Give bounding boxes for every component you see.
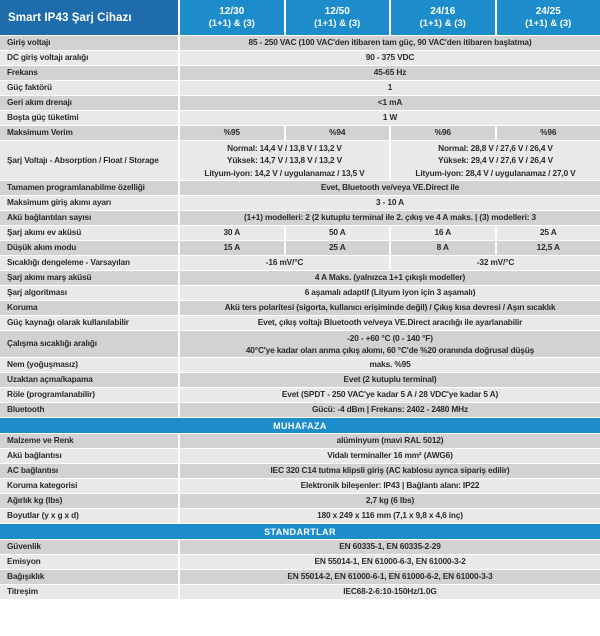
spec-label: Akü bağlantısı — [0, 449, 178, 463]
row-emisyon — [0, 555, 600, 570]
spec-label: Şarj Voltajı - Absorption / Float / Storage — [0, 141, 178, 180]
spec-value: Akü ters polaritesi (sigorta, kullanıcı erişiminde değil) / Çıkış kısa devresi / Aşırı sıcaklık — [180, 301, 600, 315]
spec-label: Frekans — [0, 66, 178, 80]
spec-value: %96 — [391, 126, 495, 140]
row-bluetooth — [0, 403, 600, 418]
row-giris-voltaji — [0, 36, 600, 51]
spec-label: Düşük akım modu — [0, 241, 178, 255]
spec-label: Röle (programlanabilir) — [0, 388, 178, 402]
spec-value: 85 - 250 VAC (100 VAC'den itibaren tam güç, 90 VAC'den itibaren başlatma) — [180, 36, 600, 50]
spec-label: Güç faktörü — [0, 81, 178, 95]
spec-value: 6 aşamalı adaptif (Lityum iyon için 3 aşamalı) — [180, 286, 600, 300]
row-dusuk-akim-modu — [0, 241, 600, 256]
spec-label: Koruma — [0, 301, 178, 315]
spec-label: Akü bağlantıları sayısı — [0, 211, 178, 225]
spec-value: 15 A — [180, 241, 284, 255]
spec-label: Tamamen programlanabilme özelliği — [0, 181, 178, 195]
spec-value: 3 - 10 A — [180, 196, 600, 210]
spec-value: 4 A Maks. (yalnızca 1+1 çıkışlı modeller) — [180, 271, 600, 285]
spec-value: EN 60335-1, EN 60335-2-29 — [180, 540, 600, 554]
row-bagisiklik — [0, 570, 600, 585]
row-nem — [0, 358, 600, 373]
spec-value: 2,7 kg (6 lbs) — [180, 494, 600, 508]
spec-label: Giriş voltajı — [0, 36, 178, 50]
row-maks-giris-akimi — [0, 196, 600, 211]
row-frekans — [0, 66, 600, 81]
page-title: Smart IP43 Şarj Cihazı — [0, 0, 178, 35]
spec-label: DC giriş voltajı aralığı — [0, 51, 178, 65]
spec-value: 50 A — [286, 226, 390, 240]
row-malzeme-renk — [0, 434, 600, 449]
spec-value: 25 A — [286, 241, 390, 255]
row-guc-faktoru — [0, 81, 600, 96]
spec-label: Çalışma sıcaklığı aralığı — [0, 331, 178, 357]
spec-value: maks. %95 — [180, 358, 600, 372]
spec-value: 1 — [180, 81, 600, 95]
spec-value: %94 — [286, 126, 390, 140]
spec-value: 90 - 375 VDC — [180, 51, 600, 65]
column-variant: (1+1) & (3) — [419, 17, 466, 29]
spec-value: Elektronik bileşenler: IP43 | Bağlantı alanı: IP22 — [180, 479, 600, 493]
spec-label: Maksimum Verim — [0, 126, 178, 140]
row-guc-kaynagi — [0, 316, 600, 331]
row-dc-giris-voltaji — [0, 51, 600, 66]
table-header — [0, 0, 600, 36]
spec-value: 12,5 A — [497, 241, 600, 255]
row-aku-baglanti-sayisi — [0, 211, 600, 226]
spec-value: 30 A — [180, 226, 284, 240]
spec-label: Ağırlık kg (lbs) — [0, 494, 178, 508]
spec-label: Geri akım drenajı — [0, 96, 178, 110]
spec-value: Evet, çıkış voltajı Bluetooth ve/veya VE.Direct aracılığı ile ayarlanabilir — [180, 316, 600, 330]
spec-label: Titreşim — [0, 585, 178, 599]
spec-label: Boyutlar (y x g x d) — [0, 509, 178, 523]
column-header-12-50 — [286, 0, 390, 35]
spec-label: Şarj algoritması — [0, 286, 178, 300]
row-agirlik — [0, 494, 600, 509]
row-maksimum-verim — [0, 126, 600, 141]
spec-value: Vidalı terminaller 16 mm² (AWG6) — [180, 449, 600, 463]
spec-value: %96 — [497, 126, 600, 140]
row-uzaktan-acma-kapama — [0, 373, 600, 388]
spec-value-24v: Normal: 28,8 V / 27,6 V / 26,4 V Yüksek: 29,4 V / 27,6 V / 26,4 V Lityum-iyon: 28,4 V / uygulanamaz / 27,0 V — [391, 141, 600, 180]
column-header-24-25 — [497, 0, 600, 35]
column-header-24-16 — [391, 0, 495, 35]
column-model: 12/30 — [219, 5, 245, 17]
row-bosta-guc-tuketimi — [0, 111, 600, 126]
spec-value: 45-65 Hz — [180, 66, 600, 80]
spec-value: Evet (2 kutuplu terminal) — [180, 373, 600, 387]
spec-value-12v: -16 mV/°C — [180, 256, 389, 270]
row-koruma-kategorisi — [0, 479, 600, 494]
spec-label: Şarj akımı marş aküsü — [0, 271, 178, 285]
spec-label: Maksimum giriş akımı ayarı — [0, 196, 178, 210]
spec-value: 25 A — [497, 226, 600, 240]
spec-label: Bağışıklık — [0, 570, 178, 584]
spec-label: Bluetooth — [0, 403, 178, 417]
spec-label: Şarj akımı ev aküsü — [0, 226, 178, 240]
row-sicaklik-dengeleme — [0, 256, 600, 271]
row-sarj-algoritmasi — [0, 286, 600, 301]
row-guvenlik — [0, 540, 600, 555]
spec-value: Evet, Bluetooth ve/veya VE.Direct ile — [180, 181, 600, 195]
column-header-12-30 — [180, 0, 284, 35]
row-calisma-sicakligi — [0, 331, 600, 358]
row-geri-akim-drenaji — [0, 96, 600, 111]
spec-label: Sıcaklığı dengeleme - Varsayılan — [0, 256, 178, 270]
row-role — [0, 388, 600, 403]
spec-value: 16 A — [391, 226, 495, 240]
section-header-muhafaza: MUHAFAZA — [0, 418, 600, 434]
column-model: 24/25 — [535, 5, 561, 17]
row-aku-baglantisi — [0, 449, 600, 464]
row-programlanabilme — [0, 181, 600, 196]
spec-label: Koruma kategorisi — [0, 479, 178, 493]
column-variant: (1+1) & (3) — [314, 17, 361, 29]
spec-label: Nem (yoğuşmasız) — [0, 358, 178, 372]
spec-value-12v: Normal: 14,4 V / 13,8 V / 13,2 V Yüksek: 14,7 V / 13,8 V / 13,2 V Lityum-iyon: 14,2 V / uygulanamaz / 13,5 V — [180, 141, 389, 180]
spec-value: %95 — [180, 126, 284, 140]
column-model: 24/16 — [430, 5, 456, 17]
spec-label: Güç kaynağı olarak kullanılabilir — [0, 316, 178, 330]
spec-value: <1 mA — [180, 96, 600, 110]
row-koruma — [0, 301, 600, 316]
spec-value: alüminyum (mavi RAL 5012) — [180, 434, 600, 448]
spec-value: Evet (SPDT - 250 VAC'ye kadar 5 A / 28 VDC'ye kadar 5 A) — [180, 388, 600, 402]
column-variant: (1+1) & (3) — [208, 17, 255, 29]
row-ac-baglantisi — [0, 464, 600, 479]
spec-label: Emisyon — [0, 555, 178, 569]
spec-value: (1+1) modelleri: 2 (2 kutuplu terminal ile 2. çıkış ve 4 A maks. | (3) modelleri: 3 — [180, 211, 600, 225]
spec-value: EN 55014-1, EN 61000-6-3, EN 61000-3-2 — [180, 555, 600, 569]
spec-value: 8 A — [391, 241, 495, 255]
spec-value: 1 W — [180, 111, 600, 125]
row-sarj-voltaji — [0, 141, 600, 181]
column-model: 12/50 — [324, 5, 350, 17]
spec-label: Uzaktan açma/kapama — [0, 373, 178, 387]
spec-value-24v: -32 mV/°C — [391, 256, 600, 270]
spec-value: Gücü: -4 dBm | Frekans: 2402 - 2480 MHz — [180, 403, 600, 417]
column-variant: (1+1) & (3) — [525, 17, 572, 29]
spec-label: AC bağlantısı — [0, 464, 178, 478]
spec-value: IEC 320 C14 tutma klipsli giriş (AC kablosu ayrıca sipariş edilir) — [180, 464, 600, 478]
spec-label: Güvenlik — [0, 540, 178, 554]
row-sarj-akimi-ev — [0, 226, 600, 241]
row-boyutlar — [0, 509, 600, 524]
row-sarj-akimi-mars — [0, 271, 600, 286]
spec-value: EN 55014-2, EN 61000-6-1, EN 61000-6-2, EN 61000-3-3 — [180, 570, 600, 584]
spec-value: -20 - +60 °C (0 - 140 °F) 40°C'ye kadar olan anma çıkış akımı, 60 °C'de %20 oranında doğrusal düşüş — [180, 331, 600, 357]
spec-label: Boşta güç tüketimi — [0, 111, 178, 125]
row-titresim — [0, 585, 600, 600]
spec-value: IEC68-2-6:10-150Hz/1.0G — [180, 585, 600, 599]
spec-label: Malzeme ve Renk — [0, 434, 178, 448]
section-header-standartlar: STANDARTLAR — [0, 524, 600, 540]
spec-value: 180 x 249 x 116 mm (7,1 x 9,8 x 4,6 inç) — [180, 509, 600, 523]
